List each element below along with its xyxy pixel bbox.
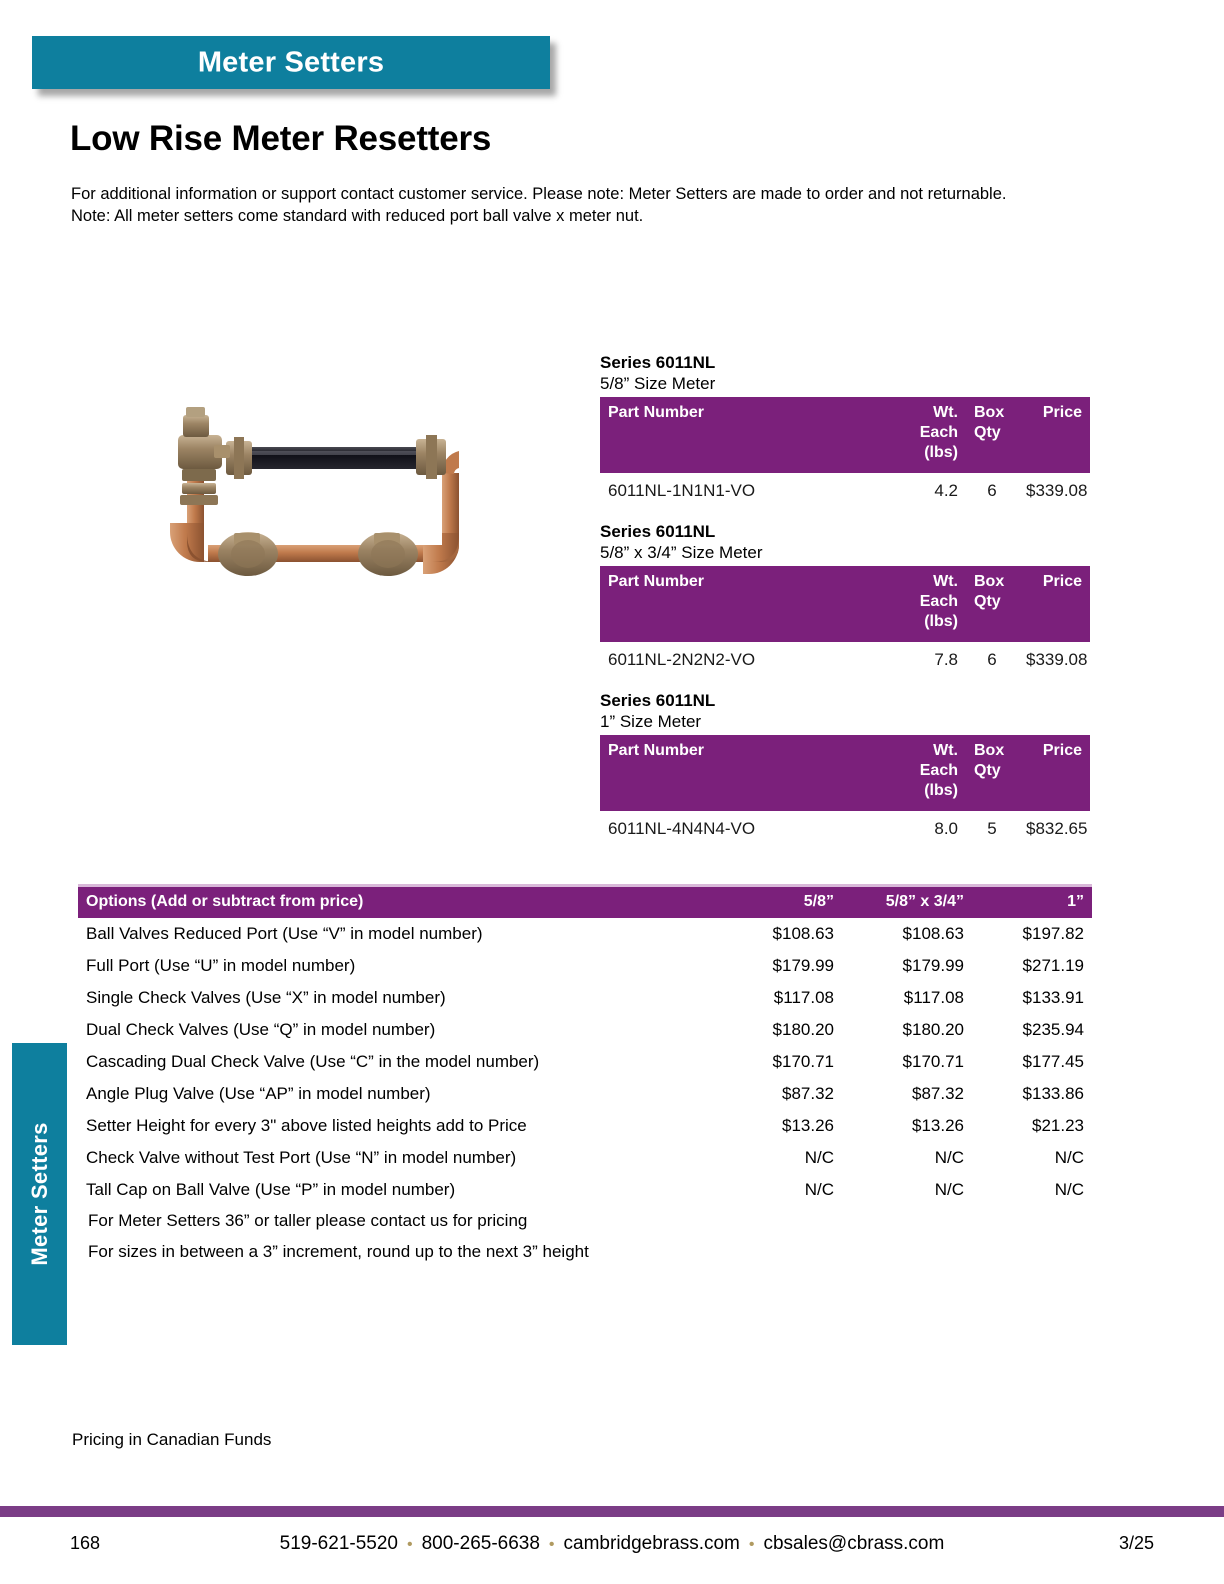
cell-part-number: 6011NL-2N2N2-VO bbox=[608, 650, 756, 669]
header-box-qty bbox=[966, 397, 1018, 473]
cell-weight: 4.2 bbox=[934, 481, 958, 500]
side-tab-label: Meter Setters bbox=[26, 1122, 52, 1266]
series-block-0 bbox=[600, 352, 1090, 505]
series-table bbox=[600, 566, 1090, 674]
note-line-1: For Meter Setters 36” or taller please contact us for pricing bbox=[88, 1211, 528, 1230]
table-header-row bbox=[600, 397, 1090, 473]
cell-option-description: Setter Height for every 3" above listed heights add to Price bbox=[86, 1116, 527, 1135]
options-header-size-58x34: 5/8” x 3/4” bbox=[842, 887, 972, 918]
series-block-2 bbox=[600, 690, 1090, 843]
note-line-2: For sizes in between a 3” increment, round up to the next 3” height bbox=[88, 1242, 589, 1261]
footer-phone-local: 519-621-5520 bbox=[279, 1533, 398, 1554]
options-table-wrapper bbox=[78, 884, 1092, 1206]
header-box-line-2: Qty bbox=[974, 593, 1001, 610]
cell-price-58x34: $180.20 bbox=[902, 1020, 964, 1039]
intro-line-1: For additional information or support contact customer service. Please note: Meter Setters are made to order and not returnable. bbox=[71, 185, 1007, 203]
cell-price-58: $117.08 bbox=[773, 988, 834, 1007]
side-tab-meter-setters bbox=[12, 1043, 67, 1345]
cell-price-58: $170.71 bbox=[772, 1052, 834, 1071]
cell-box-qty: 6 bbox=[987, 650, 997, 669]
cell-price-1: $133.91 bbox=[1022, 988, 1084, 1007]
cell-option-description: Cascading Dual Check Valve (Use “C” in the model number) bbox=[86, 1052, 540, 1071]
table-row bbox=[78, 1110, 1092, 1142]
cell-price-1: N/C bbox=[1054, 1148, 1084, 1167]
cell-price-58: N/C bbox=[804, 1148, 834, 1167]
cell-price-58: N/C bbox=[804, 1180, 834, 1199]
header-part-number: Part Number bbox=[600, 566, 892, 642]
cell-price-1: $177.45 bbox=[1022, 1052, 1084, 1071]
footer-rule bbox=[0, 1506, 1224, 1517]
table-row bbox=[78, 1142, 1092, 1174]
cell-price-58: $87.32 bbox=[782, 1084, 834, 1103]
cell-option-description: Check Valve without Test Port (Use “N” in model number) bbox=[86, 1148, 517, 1167]
cell-price-58: $13.26 bbox=[782, 1116, 834, 1135]
section-banner-label: Meter Setters bbox=[197, 46, 385, 78]
series-subtitle: 1” Size Meter bbox=[600, 712, 702, 731]
series-block-1 bbox=[600, 521, 1090, 674]
cell-option-description: Dual Check Valves (Use “Q” in model number) bbox=[86, 1020, 436, 1039]
table-row bbox=[78, 1014, 1092, 1046]
options-header-size-1: 1” bbox=[972, 887, 1092, 918]
header-weight-each bbox=[892, 735, 966, 811]
cell-price-58x34: $170.71 bbox=[902, 1052, 964, 1071]
cell-price-1: $133.86 bbox=[1022, 1084, 1084, 1103]
cell-box-qty: 5 bbox=[987, 819, 997, 838]
table-header-row bbox=[600, 566, 1090, 642]
header-box-qty bbox=[966, 735, 1018, 811]
header-weight-line-3: (lbs) bbox=[924, 444, 958, 461]
table-row bbox=[78, 918, 1092, 950]
table-row bbox=[78, 950, 1092, 982]
cell-price-58x34: N/C bbox=[934, 1180, 964, 1199]
footer-revision-date: 3/25 bbox=[1118, 1533, 1154, 1553]
series-title: Series 6011NL bbox=[600, 691, 716, 710]
page-title: Low Rise Meter Resetters bbox=[70, 119, 492, 158]
table-row bbox=[600, 642, 1090, 674]
table-row bbox=[600, 811, 1090, 843]
options-table bbox=[78, 887, 1092, 1206]
cell-price-58: $179.99 bbox=[772, 956, 834, 975]
header-price: Price bbox=[1018, 566, 1090, 642]
header-part-number: Part Number bbox=[600, 397, 892, 473]
cell-price-58x34: $13.26 bbox=[912, 1116, 964, 1135]
header-box-qty bbox=[966, 566, 1018, 642]
series-table bbox=[600, 735, 1090, 843]
cell-price: $832.65 bbox=[1026, 819, 1088, 838]
footer-separator-icon: • bbox=[406, 1536, 413, 1553]
currency-note: Pricing in Canadian Funds bbox=[72, 1430, 272, 1449]
options-header-size-58: 5/8” bbox=[718, 887, 842, 918]
cell-box-qty: 6 bbox=[987, 481, 997, 500]
footer-email-link[interactable]: cbsales@cbrass.com bbox=[763, 1533, 945, 1554]
footer-website-link[interactable]: cambridgebrass.com bbox=[563, 1533, 740, 1554]
cell-part-number: 6011NL-4N4N4-VO bbox=[608, 819, 756, 838]
header-weight-line-1: Wt. bbox=[933, 404, 958, 421]
header-weight-line-2: Each bbox=[919, 593, 958, 610]
table-row bbox=[600, 473, 1090, 505]
header-weight-line-2: Each bbox=[919, 424, 958, 441]
cell-price: $339.08 bbox=[1026, 650, 1088, 669]
footer-separator-icon: • bbox=[748, 1536, 755, 1553]
intro-paragraph bbox=[71, 183, 1111, 227]
pricing-notes bbox=[88, 1205, 589, 1267]
page-footer bbox=[0, 1525, 1224, 1565]
series-table bbox=[600, 397, 1090, 505]
cell-price-1: $235.94 bbox=[1022, 1020, 1084, 1039]
meter-resetter-illustration bbox=[130, 373, 510, 593]
cell-price: $339.08 bbox=[1026, 481, 1088, 500]
table-header-row bbox=[600, 735, 1090, 811]
header-price: Price bbox=[1018, 735, 1090, 811]
header-weight-each bbox=[892, 566, 966, 642]
cell-option-description: Angle Plug Valve (Use “AP” in model number) bbox=[86, 1084, 431, 1103]
footer-separator-icon: • bbox=[548, 1536, 555, 1553]
cell-option-description: Ball Valves Reduced Port (Use “V” in model number) bbox=[86, 924, 483, 943]
header-box-line-2: Qty bbox=[974, 424, 1001, 441]
header-weight-line-3: (lbs) bbox=[924, 782, 958, 799]
header-box-line-1: Box bbox=[974, 404, 1005, 421]
cell-price-1: $21.23 bbox=[1032, 1116, 1084, 1135]
cell-option-description: Full Port (Use “U” in model number) bbox=[86, 956, 356, 975]
header-weight-each bbox=[892, 397, 966, 473]
cell-price-1: $271.19 bbox=[1022, 956, 1084, 975]
table-row bbox=[78, 1046, 1092, 1078]
header-part-number: Part Number bbox=[600, 735, 892, 811]
cell-price-58: $108.63 bbox=[772, 924, 834, 943]
header-weight-line-2: Each bbox=[919, 762, 958, 779]
table-row bbox=[78, 982, 1092, 1014]
intro-line-2: Note: All meter setters come standard with reduced port ball valve x meter nut. bbox=[71, 207, 644, 225]
header-price: Price bbox=[1018, 397, 1090, 473]
cell-part-number: 6011NL-1N1N1-VO bbox=[608, 481, 756, 500]
section-banner bbox=[32, 36, 550, 89]
series-subtitle: 5/8” Size Meter bbox=[600, 374, 716, 393]
header-box-line-2: Qty bbox=[974, 762, 1001, 779]
page-number: 168 bbox=[70, 1533, 101, 1553]
header-box-line-1: Box bbox=[974, 742, 1005, 759]
footer-contact-info bbox=[0, 1533, 1224, 1555]
cell-price-58: $180.20 bbox=[772, 1020, 834, 1039]
series-subtitle: 5/8” x 3/4” Size Meter bbox=[600, 543, 763, 562]
table-row bbox=[78, 1174, 1092, 1206]
cell-price-58x34: $179.99 bbox=[902, 956, 964, 975]
cell-option-description: Tall Cap on Ball Valve (Use “P” in model number) bbox=[86, 1180, 456, 1199]
table-row bbox=[78, 1078, 1092, 1110]
cell-weight: 7.8 bbox=[934, 650, 958, 669]
cell-price-58x34: $87.32 bbox=[912, 1084, 964, 1103]
cell-option-description: Single Check Valves (Use “X” in model number) bbox=[86, 988, 446, 1007]
options-header-description: Options (Add or subtract from price) bbox=[78, 887, 718, 918]
series-title: Series 6011NL bbox=[600, 353, 716, 372]
cell-price-1: N/C bbox=[1054, 1180, 1084, 1199]
options-header-row bbox=[78, 887, 1092, 918]
cell-weight: 8.0 bbox=[934, 819, 958, 838]
header-weight-line-3: (lbs) bbox=[924, 613, 958, 630]
product-image bbox=[130, 373, 510, 593]
cell-price-58x34: $108.63 bbox=[902, 924, 964, 943]
header-box-line-1: Box bbox=[974, 573, 1005, 590]
footer-phone-toll-free: 800-265-6638 bbox=[421, 1533, 540, 1554]
cell-price-58x34: $117.08 bbox=[903, 988, 964, 1007]
cell-price-1: $197.82 bbox=[1022, 924, 1084, 943]
cell-price-58x34: N/C bbox=[934, 1148, 964, 1167]
series-title: Series 6011NL bbox=[600, 522, 716, 541]
header-weight-line-1: Wt. bbox=[933, 573, 958, 590]
header-weight-line-1: Wt. bbox=[933, 742, 958, 759]
